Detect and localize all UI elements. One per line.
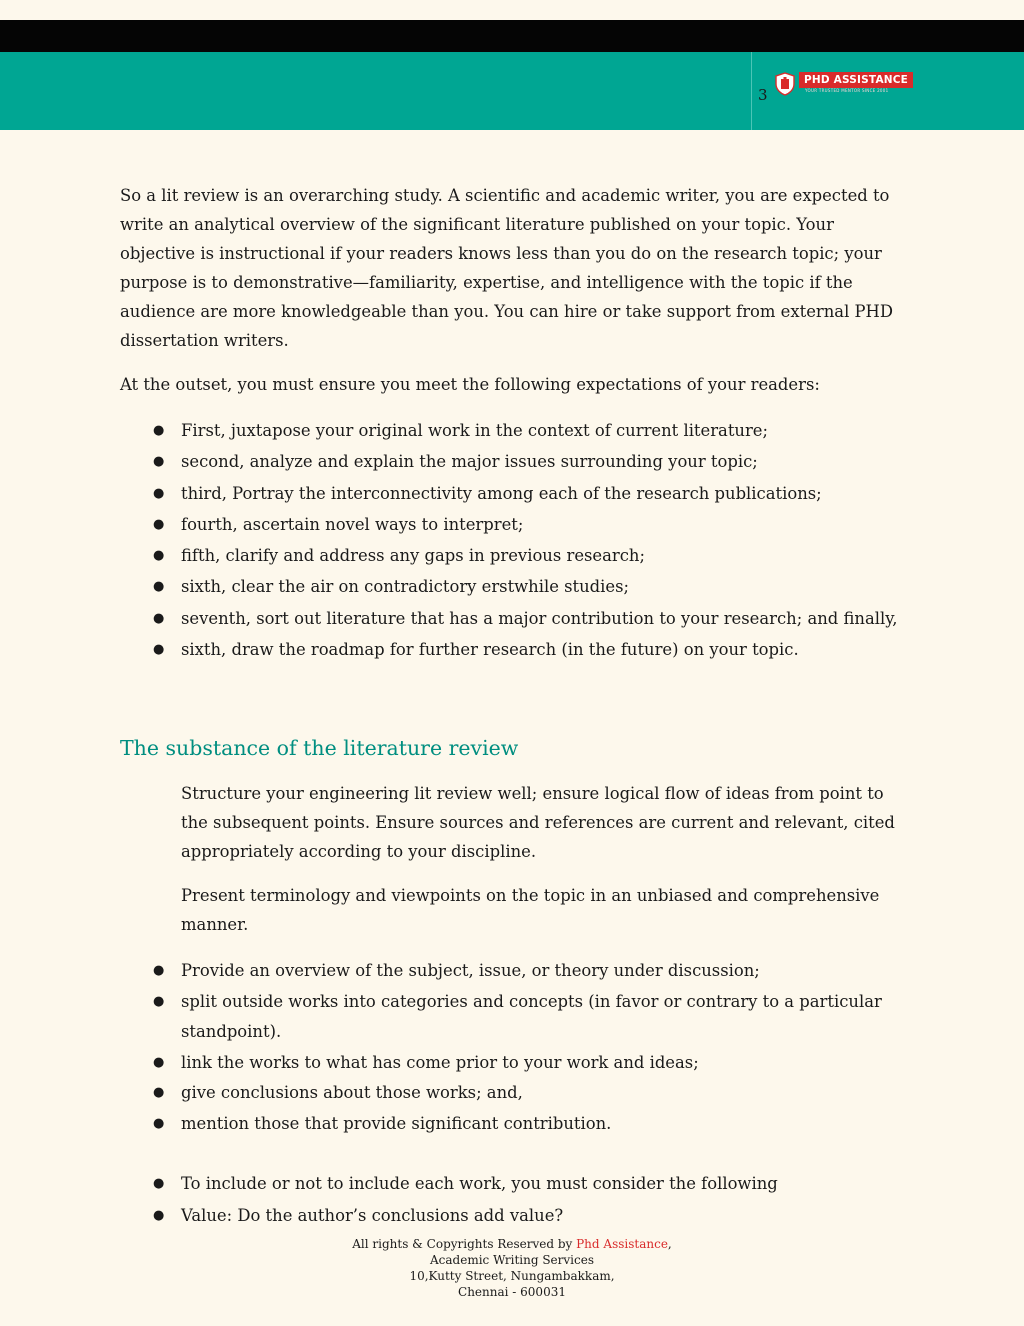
terminology-paragraph: Present terminology and viewpoints on the topic in an unbiased and comprehensive manner. [181,886,880,935]
logo-title: PHD ASSISTANCE [799,72,913,88]
list-item: ● To include or not to include each work, you must consider the following [120,1168,910,1200]
list-item: ● mention those that provide significant contribution. [120,1109,910,1140]
intro-paragraph: So a lit review is an overarching study. A scientific and academic writer, you are expected to write an analytical overview of the significant literature published on your topic. Your objective is instructional if your readers knows less than you do on the research topic; your purpose is to demonstrative—familiarity, expertise, and intelligence with the topic if the audience are more knowledgeable than you. You can hire or take support from external PHD dissertation writers. [120,186,893,350]
list-item: ● Provide an overview of the subject, issue, or theory under discussion; [120,956,910,987]
shield-icon [774,72,796,96]
list-item: ● fifth, clarify and address any gaps in previous research; [120,540,910,571]
logo-tagline: YOUR TRUSTED MENTOR SINCE 2001 [805,88,889,93]
footer-brand-link[interactable]: Phd Assistance [576,1237,668,1251]
list-item: ● First, juxtapose your original work in the context of current literature; [120,415,910,446]
structure-paragraph: Structure your engineering lit review well; ensure logical flow of ideas from point to the subsequent points. Ensure sources and references are current and relevant, cited appropriately according to your discipline. [181,784,895,862]
section-heading: The substance of the literature review [120,736,519,761]
overview-list [120,956,910,1139]
list-item: ● give conclusions about those works; and, [120,1078,910,1109]
include-criteria-list [120,1168,910,1231]
page-number: 3 [758,86,768,104]
list-item: ● sixth, clear the air on contradictory erstwhile studies; [120,571,910,602]
footer-rights-line [0,1236,1024,1252]
outset-paragraph: At the outset, you must ensure you meet the following expectations of your readers: [120,375,820,394]
page-footer [0,1236,1024,1300]
footer-rights-suffix: , [667,1237,672,1251]
list-item: ● Value: Do the author’s conclusions add value? [120,1200,910,1232]
footer-rights-prefix: All rights & Copyrights Reserved by [352,1237,577,1251]
list-item: ● second, analyze and explain the major issues surrounding your topic; [120,446,910,477]
footer-line-address: 10,Kutty Street, Nungambakkam, [409,1269,615,1283]
list-item: ● sixth, draw the roadmap for further research (in the future) on your topic. [120,634,910,665]
list-item: ● link the works to what has come prior to your work and ideas; [120,1048,910,1079]
list-item: ● seventh, sort out literature that has a major contribution to your research; and finally, [120,603,910,634]
header-divider [751,52,752,130]
top-black-bar [0,20,1024,52]
footer-line-services: Academic Writing Services [430,1253,594,1267]
list-item: ● split outside works into categories and concepts (in favor or contrary to a particular standpoint). [120,987,910,1048]
phd-assistance-logo [774,72,913,100]
list-item: ● third, Portray the interconnectivity among each of the research publications; [120,478,910,509]
expectations-list [120,415,910,665]
list-item: ● fourth, ascertain novel ways to interpret; [120,509,910,540]
footer-line-city: Chennai - 600031 [458,1285,566,1299]
document-body [120,181,910,1231]
